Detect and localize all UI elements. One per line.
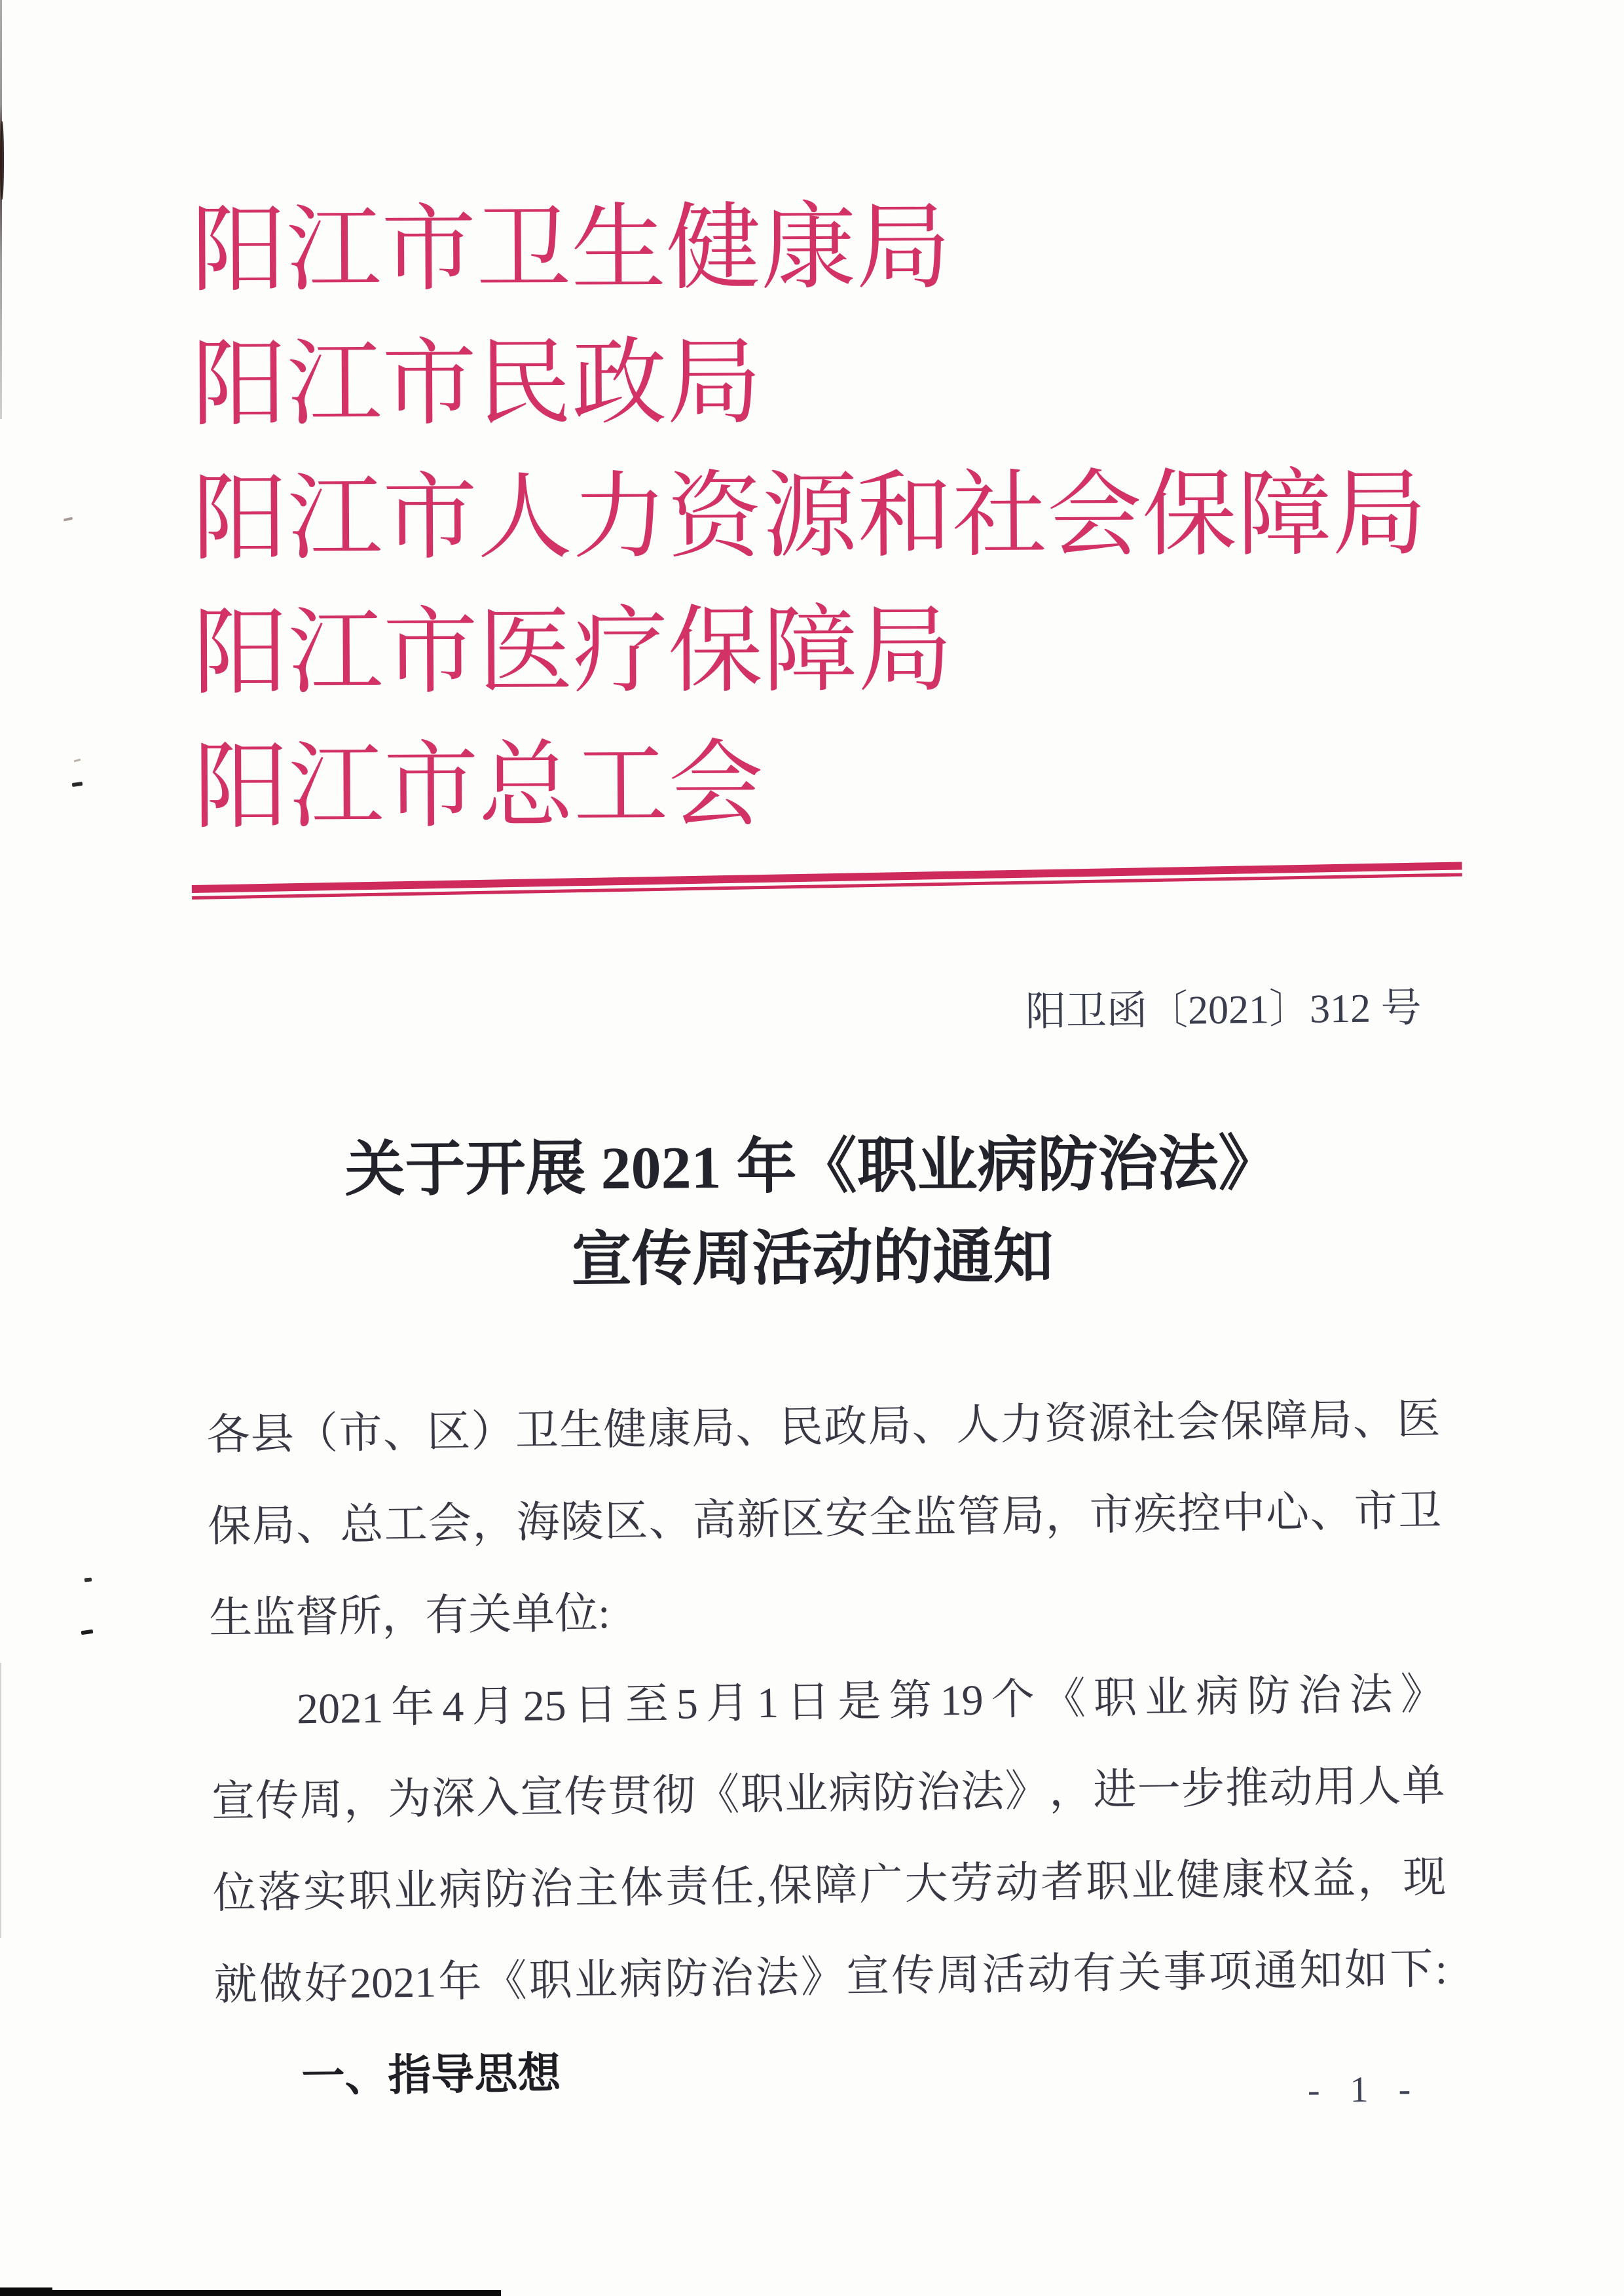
page-number: - 1 - — [1307, 2069, 1422, 2111]
scan-artifact-bottom-bar — [0, 2290, 501, 2296]
letterhead — [191, 179, 1451, 856]
document-title — [0, 1115, 1624, 1309]
scan-artifact-edge-line — [0, 0, 2, 419]
scan-artifact-dash — [64, 517, 73, 522]
scan-artifact-streak — [0, 1663, 1, 1938]
scan-artifact-smudge — [0, 121, 4, 200]
scan-artifact-dash — [72, 782, 83, 787]
scan-artifact-dash — [81, 1630, 94, 1635]
section-heading: 一、指导思想 — [301, 2049, 561, 2101]
body-line: 各 县 （ 市 、 区 ） 卫 生 健 康 局 、 民 政 局 、 人 力 资 源 社 会 保 障 局 、 医 — [206, 1395, 1441, 1460]
letterhead-agency-line: 阳江市民政局 — [191, 331, 762, 439]
body-line: 宣 传 周 ， 为 深 入 宣 传 贯 彻 《 职 业 病 防 治 法 》 ， 进 一 步 推 动 用 人 单 — [211, 1762, 1446, 1826]
document-title-line-2: 宣传周活动的通知 — [571, 1223, 1054, 1294]
document-title-line-1: 关于开展 2021 年《职业病防治法》 — [344, 1130, 1279, 1203]
document-number: 阳卫函〔2021〕312 号 — [1025, 985, 1422, 1035]
letterhead-divider-line — [192, 862, 1462, 900]
scan-artifact-dash — [74, 759, 81, 762]
scan-artifact-dash — [84, 1578, 92, 1582]
scan-artifact-bottom-bar — [0, 2287, 52, 2296]
body-line: 生监督所，有关单位: — [208, 1590, 611, 1643]
body-line: 位 落 实 职 业 病 防 治 主 体 责 任 , 保 障 广 大 劳 动 者 职 业 健 康 权 益 ， 现 — [212, 1853, 1447, 1918]
letterhead-agency-line: 阳江市卫生健康局 — [191, 195, 951, 304]
document-body — [206, 1374, 1449, 2123]
letterhead-agency-line: 阳江市总工会 — [193, 733, 764, 841]
body-line: 就 做 好 2021 年 《 职 业 病 防 治 法 》 宣 传 周 活 动 有 关 事 项 通 知 如 下 : — [213, 1945, 1448, 2009]
letterhead-agency-line: 阳江市医疗保障局 — [193, 598, 953, 706]
letterhead-agency-line: 阳江市人力资源和社会保障局 — [192, 462, 1428, 572]
body-line: 2021 年 4 月 25 日 至 5 月 1 日 是 第 19 个 《 职 业 病 防 治 法 》 — [296, 1670, 1445, 1734]
body-line: 保 局 、 总 工 会 ， 海 陵 区 、 高 新 区 安 全 监 管 局 ， 市 疾 控 中 心 、 市 卫 — [207, 1487, 1442, 1552]
